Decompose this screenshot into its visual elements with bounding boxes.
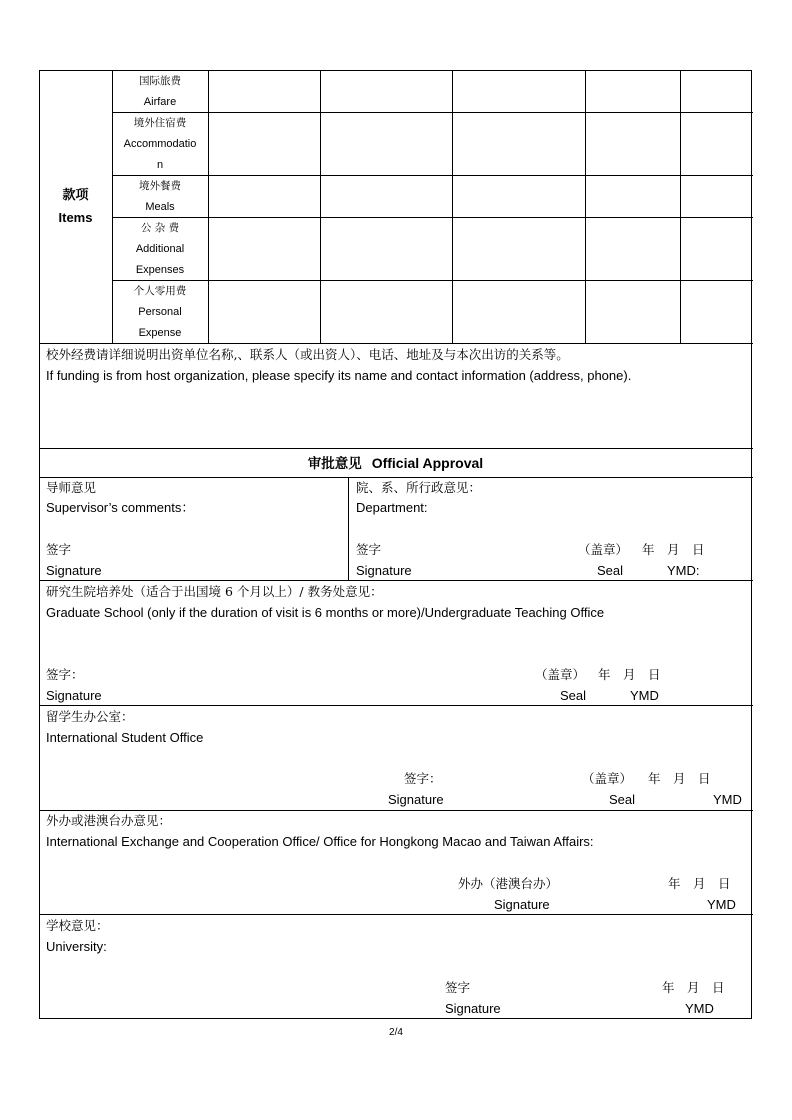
exchange-office-label-en: International Exchange and Cooperation Office/ Office for Hongkong Macao and Taiwan Affairs: <box>46 834 594 849</box>
supervisor-label-en: Supervisor’s comments： <box>46 500 195 515</box>
funding-note-cn: 校外经费请详细说明出资单位名称,、联系人（或出资人）、电话、地址及与本次出访的关系等。 <box>46 347 569 362</box>
department-date-cn: 年 月 日 <box>642 542 705 557</box>
item-en: Airfare <box>143 96 177 108</box>
items-label-en: Items <box>58 210 93 225</box>
section-divider <box>39 810 753 811</box>
item-cn: 公 杂 费 <box>140 222 180 234</box>
item-cn: 个人零用费 <box>133 285 187 297</box>
department-seal-en: Seal <box>597 563 624 578</box>
exchange-office-date-en: YMD <box>707 897 736 912</box>
section-divider <box>39 705 753 706</box>
student-office-sign-en: Signature <box>388 792 444 807</box>
graduate-date-en: YMD <box>630 688 659 703</box>
graduate-label-en: Graduate School (only if the duration of visit is 6 months or more)/Undergraduate Teaching Office <box>46 605 605 620</box>
student-office-date-cn: 年 月 日 <box>648 771 711 786</box>
supervisor-sign-cn: 签字 <box>46 542 72 557</box>
supervisor-label-cn: 导师意见 <box>46 480 97 495</box>
column-divider <box>208 70 209 343</box>
section-divider <box>39 448 753 449</box>
graduate-label-cn: 研究生院培养处（适合于出国境 6 个月以上）/ 教务处意见： <box>46 584 383 599</box>
item-en: Meals <box>145 201 175 213</box>
graduate-seal-cn: （盖章） <box>535 667 586 682</box>
section-divider <box>39 477 753 478</box>
student-office-label-cn: 留学生办公室： <box>46 709 134 724</box>
item-en: n <box>156 159 164 171</box>
item-en: Expenses <box>135 264 185 276</box>
item-cn: 国际旅费 <box>139 75 181 87</box>
item-cn: 境外餐费 <box>139 180 181 192</box>
exchange-office-sign-cn: 外办（港澳台办） <box>458 876 559 891</box>
section-divider <box>39 580 753 581</box>
student-office-date-en: YMD <box>713 792 742 807</box>
approval-title-en: Official Approval <box>371 455 484 471</box>
department-sign-cn: 签字 <box>356 542 382 557</box>
university-sign-cn: 签字 <box>445 980 471 995</box>
exchange-office-sign-en: Signature <box>494 897 550 912</box>
department-sign-en: Signature <box>356 563 412 578</box>
item-personal-expense <box>112 281 208 344</box>
graduate-sign-en: Signature <box>46 688 102 703</box>
university-label-cn: 学校意见： <box>46 918 109 933</box>
item-meals <box>112 176 208 218</box>
student-office-seal-cn: （盖章） <box>582 771 633 786</box>
approval-title <box>39 455 752 472</box>
section-divider <box>39 914 753 915</box>
column-divider <box>348 477 349 580</box>
graduate-seal-en: Seal <box>560 688 587 703</box>
university-sign-en: Signature <box>445 1001 501 1016</box>
page-number: 2/4 <box>389 1027 403 1038</box>
department-label-cn: 院、系、所行政意见： <box>356 480 482 495</box>
student-office-seal-en: Seal <box>609 792 636 807</box>
department-seal-cn: （盖章） <box>578 542 629 557</box>
student-office-sign-cn: 签字： <box>404 771 442 786</box>
university-date-cn: 年 月 日 <box>662 980 725 995</box>
student-office-label-en: International Student Office <box>46 730 204 745</box>
graduate-sign-cn: 签字： <box>46 667 84 682</box>
item-airfare <box>112 71 208 113</box>
exchange-office-label-cn: 外办或港澳台办意见： <box>46 813 172 828</box>
university-label-en: University: <box>46 939 107 954</box>
exchange-office-date-cn: 年 月 日 <box>668 876 731 891</box>
item-additional-expenses <box>112 218 208 281</box>
item-accommodation <box>112 113 208 176</box>
column-divider <box>452 70 453 343</box>
item-cn: 境外住宿费 <box>133 117 187 129</box>
item-en: Expense <box>138 327 182 339</box>
items-label-cn: 款项 <box>62 188 89 203</box>
item-en: Accommodatio <box>123 138 197 150</box>
item-en: Additional <box>135 243 185 255</box>
column-divider <box>680 70 681 343</box>
graduate-date-cn: 年 月 日 <box>598 667 661 682</box>
item-en: Personal <box>138 306 182 318</box>
department-label-en: Department: <box>356 500 428 515</box>
supervisor-sign-en: Signature <box>46 563 102 578</box>
approval-title-cn: 审批意见 <box>307 456 362 472</box>
column-divider <box>320 70 321 343</box>
department-date-en: YMD: <box>667 563 700 578</box>
university-date-en: YMD <box>685 1001 714 1016</box>
funding-note-en: If funding is from host organization, please specify its name and contact information (address, phone). <box>46 368 632 383</box>
column-divider <box>585 70 586 343</box>
section-divider <box>39 343 753 344</box>
